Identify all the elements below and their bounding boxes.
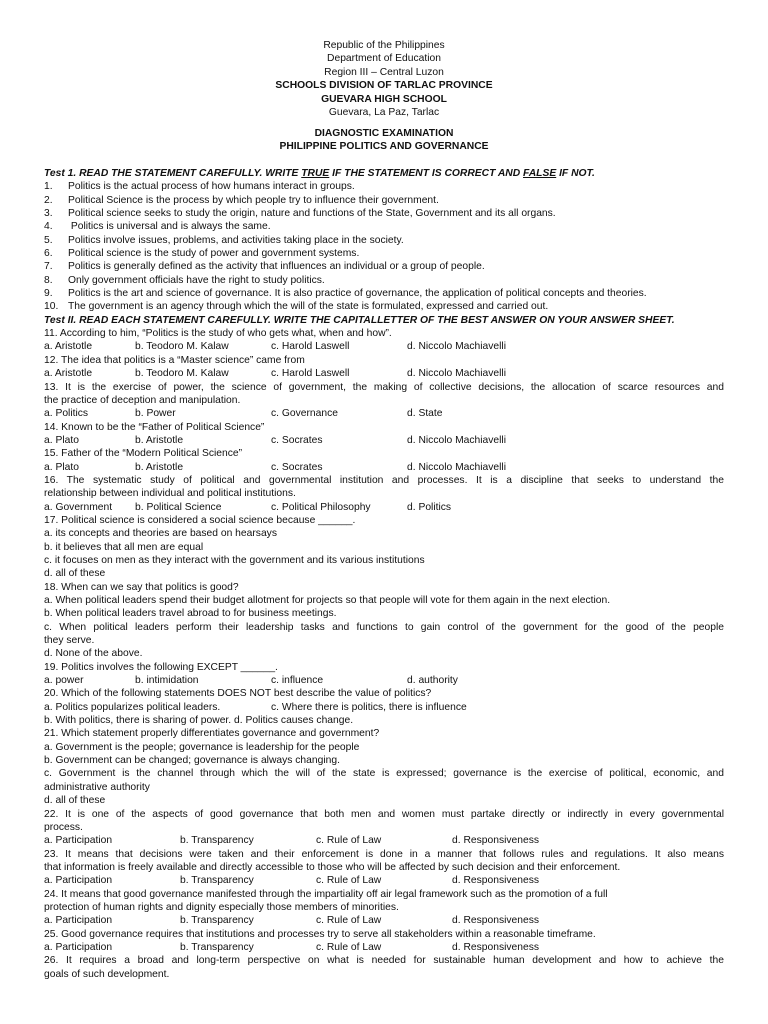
option-b: b. Teodoro M. Kalaw [135,368,229,380]
option-d: d. Niccolo Machiavelli [407,434,507,446]
question-text: Politics is the actual process of how humans interact in groups. [68,181,355,193]
question-number: 8. [44,274,53,286]
option-d: d. Niccolo Machiavelli [407,368,507,380]
option-a: a. When political leaders spend their budget allotment for projects so that people will vote for them again in the next election. [44,595,611,606]
option-a: a. power [44,675,84,687]
header-school: GUEVARA HIGH SCHOOL [321,93,447,105]
option-c: c. Political Philosophy [271,501,371,513]
option-c: c. influence [271,675,324,687]
question-text: Only government officials have the right to study politics. [68,274,325,286]
option-a: a. Participation [44,915,113,927]
question-text: Politics is the art and science of governance. It is also practice of governance, the application of political concepts and theories. [68,288,647,300]
option-a: a. Plato [44,461,79,473]
option-c: c. Harold Laswell [271,368,350,380]
question-12-options [44,367,724,380]
question-text: Politics is generally defined as the activity that influences an individual or a group of people. [68,261,485,273]
question-17: 17. Political science is considered a social science because ______. [44,514,356,526]
school-header [0,39,768,119]
option-d: d. Niccolo Machiavelli [407,461,507,473]
header-department: Department of Education [327,53,441,65]
question-number: 10. [44,301,59,313]
test1-heading-true: TRUE [301,168,330,179]
option-c: c. Rule of Law [316,835,382,847]
question-text: Politics involve issues, problems, and activities taking place in the society. [68,234,404,246]
option-b: b. Transparency [180,835,254,847]
option-a: a. Aristotle [44,368,93,380]
question-15: 15. Father of the “Modern Political Science” [44,448,243,460]
question-4 [44,220,724,233]
option-a: a. Aristotle [44,341,93,353]
question-24-cont: protection of human rights and dignity especially those members of minorities. [44,901,399,913]
question-20-options-row2: b. With politics, there is sharing of power. d. Politics causes change. [44,715,354,727]
header-division: SCHOOLS DIVISION OF TARLAC PROVINCE [275,80,493,92]
option-c: c. Rule of Law [316,875,382,887]
option-b: b. Government can be changed; governance is always changing. [44,755,340,767]
question-25: 25. Good governance requires that institutions and processes try to serve all stakeholders within a reasonable timeframe. [44,928,596,940]
option-c: c. Governance [271,408,338,420]
question-23-cont: that information is freely available and directly accessible to those who will be affected by such decision and their enforcement. [44,861,621,873]
question-18: 18. When can we say that politics is good? [44,581,239,593]
option-a: a. its concepts and theories are based on hearsays [44,528,277,540]
option-b: b. Aristotle [135,461,184,473]
option-d: d. Responsiveness [452,835,540,847]
question-20-options-row1 [44,701,724,714]
question-13-cont: the practice of deception and manipulation. [44,394,241,406]
option-d: d. Responsiveness [452,915,540,927]
option-c: c. Rule of Law [316,915,382,927]
option-d: d. all of these [44,795,106,807]
test1-heading-mid: IF THE STATEMENT IS CORRECT AND [329,168,524,179]
question-16-cont: relationship between individual and political institutions. [44,488,296,500]
question-8 [44,274,724,287]
question-9 [44,287,724,300]
option-c-cont: they serve. [44,635,95,647]
option-a: a. Plato [44,434,79,446]
question-19: 19. Politics involves the following EXCEPT ______. [44,661,278,673]
question-22-cont: process. [44,821,83,833]
option-d: d. None of the above. [44,648,143,660]
option-d: d. all of these [44,568,106,580]
question-1 [44,180,724,193]
option-a: a. Participation [44,875,113,887]
question-number: 9. [44,288,53,300]
option-b: b. Transparency [180,915,254,927]
question-10 [44,300,724,313]
option-d: d. State [407,408,443,420]
header-republic: Republic of the Philippines [323,40,445,51]
test1-heading-post: IF NOT. [556,168,595,179]
option-d: d. authority [407,675,458,687]
option-a: a. Government [44,501,113,513]
option-d: d. Responsiveness [452,941,540,953]
question-14-options [44,434,724,447]
question-number: 3. [44,208,53,220]
question-22-options [44,834,724,847]
question-13-options [44,407,724,420]
question-21: 21. Which statement properly differentiates governance and government? [44,728,380,740]
option-a: a. Politics [44,408,89,420]
option-c: c. it focuses on men as they interact with the government and its various institutions [44,554,425,566]
question-number: 1. [44,181,53,193]
question-23: 23. It means that decisions were taken and their enforcement is done in a manner that follows rules and regulations. It also means [44,848,724,860]
exam-body [44,167,724,981]
option-c: c. Government is the channel through which the will of the state is expressed; governance is the exercise of political, economic, and [44,768,724,780]
option-a: a. Politics popularizes political leaders. [44,701,221,713]
option-c: c. Where there is politics, there is influence [271,701,467,713]
question-11: 11. According to him, “Politics is the study of who gets what, when and how”. [44,328,392,340]
question-26-cont: goals of such development. [44,968,170,980]
question-26: 26. It requires a broad and long-term perspective on what is needed for sustainable human development and how to achieve the [44,955,724,967]
option-d: d. Responsiveness [452,875,540,887]
option-b: b. it believes that all men are equal [44,541,204,553]
test2-heading: Test II. READ EACH STATEMENT CAREFULLY. WRITE THE CAPITALLETTER OF THE BEST ANSWER ON YOUR ANSWER SHEET. [44,314,675,326]
exam-title-line2: PHILIPPINE POLITICS AND GOVERNANCE [279,141,489,153]
question-20: 20. Which of the following statements DOES NOT best describe the value of politics? [44,688,432,700]
option-c-cont: administrative authority [44,781,150,793]
question-22: 22. It is one of the aspects of good governance that both men and women must partake directly or indirectly in every governmental [44,808,724,820]
header-region: Region III – Central Luzon [324,66,444,78]
exam-title-line1: DIAGNOSTIC EXAMINATION [314,128,454,139]
question-14: 14. Known to be the “Father of Political Science” [44,421,265,433]
option-d: d. Niccolo Machiavelli [407,341,507,353]
question-3 [44,207,724,220]
question-25-options [44,941,724,954]
option-d: d. Politics [407,501,452,513]
test1-heading-pre: Test 1. READ THE STATEMENT CAREFULLY. WRITE [44,168,302,179]
question-16-options [44,501,724,514]
option-c: c. Harold Laswell [271,341,350,353]
option-b: b. Transparency [180,875,254,887]
question-11-options [44,340,724,353]
option-c: c. When political leaders perform their leadership tasks and functions to gain control of the government for the good of the people [44,621,724,633]
question-text: Political science is the study of power and government systems. [68,248,360,260]
question-16: 16. The systematic study of political and governmental institution and processes. It is a discipline that seeks to understand the [44,474,724,486]
question-13: 13. It is the exercise of power, the science of government, the making of collective decisions, the allocation of scarce resources and [44,381,724,393]
option-c: c. Socrates [271,434,323,446]
option-c: c. Socrates [271,461,323,473]
question-number: 5. [44,234,53,246]
question-number: 6. [44,248,53,260]
option-b: b. Teodoro M. Kalaw [135,341,229,353]
question-24: 24. It means that good governance manifested through the impartiality off air legal framework such as the promotion of a full [44,888,608,900]
question-number: 7. [44,261,53,273]
question-12: 12. The idea that politics is a “Master science” came from [44,354,305,366]
option-c: c. Rule of Law [316,941,382,953]
question-text: Political Science is the process by which people try to influence their government. [68,194,439,206]
option-b: b. Transparency [180,941,254,953]
question-number: 2. [44,194,53,206]
header-address: Guevara, La Paz, Tarlac [328,107,440,119]
option-b: b. Political Science [135,501,222,513]
option-b: b. Power [135,408,176,420]
question-number: 4. [44,221,53,233]
question-15-options [44,461,724,474]
option-a: a. Participation [44,835,113,847]
question-7 [44,260,724,273]
question-2 [44,194,724,207]
question-5 [44,234,724,247]
test1-heading-false: FALSE [523,168,557,179]
option-a: a. Government is the people; governance is leadership for the people [44,741,360,753]
option-b: b. intimidation [135,675,199,687]
question-text: Politics is universal and is always the same. [68,221,271,233]
question-23-options [44,874,724,887]
option-b: b. Aristotle [135,434,184,446]
question-text: The government is an agency through which the will of the state is formulated, expressed and carried out. [68,301,549,313]
test1-heading [44,167,724,180]
option-a: a. Participation [44,941,113,953]
question-6 [44,247,724,260]
question-19-options [44,674,724,687]
question-text: Political science seeks to study the origin, nature and functions of the State, Government and its all organs. [68,208,556,220]
question-24-options [44,914,724,927]
option-b: b. When political leaders travel abroad to for business meetings. [44,608,337,620]
exam-title [0,127,768,154]
